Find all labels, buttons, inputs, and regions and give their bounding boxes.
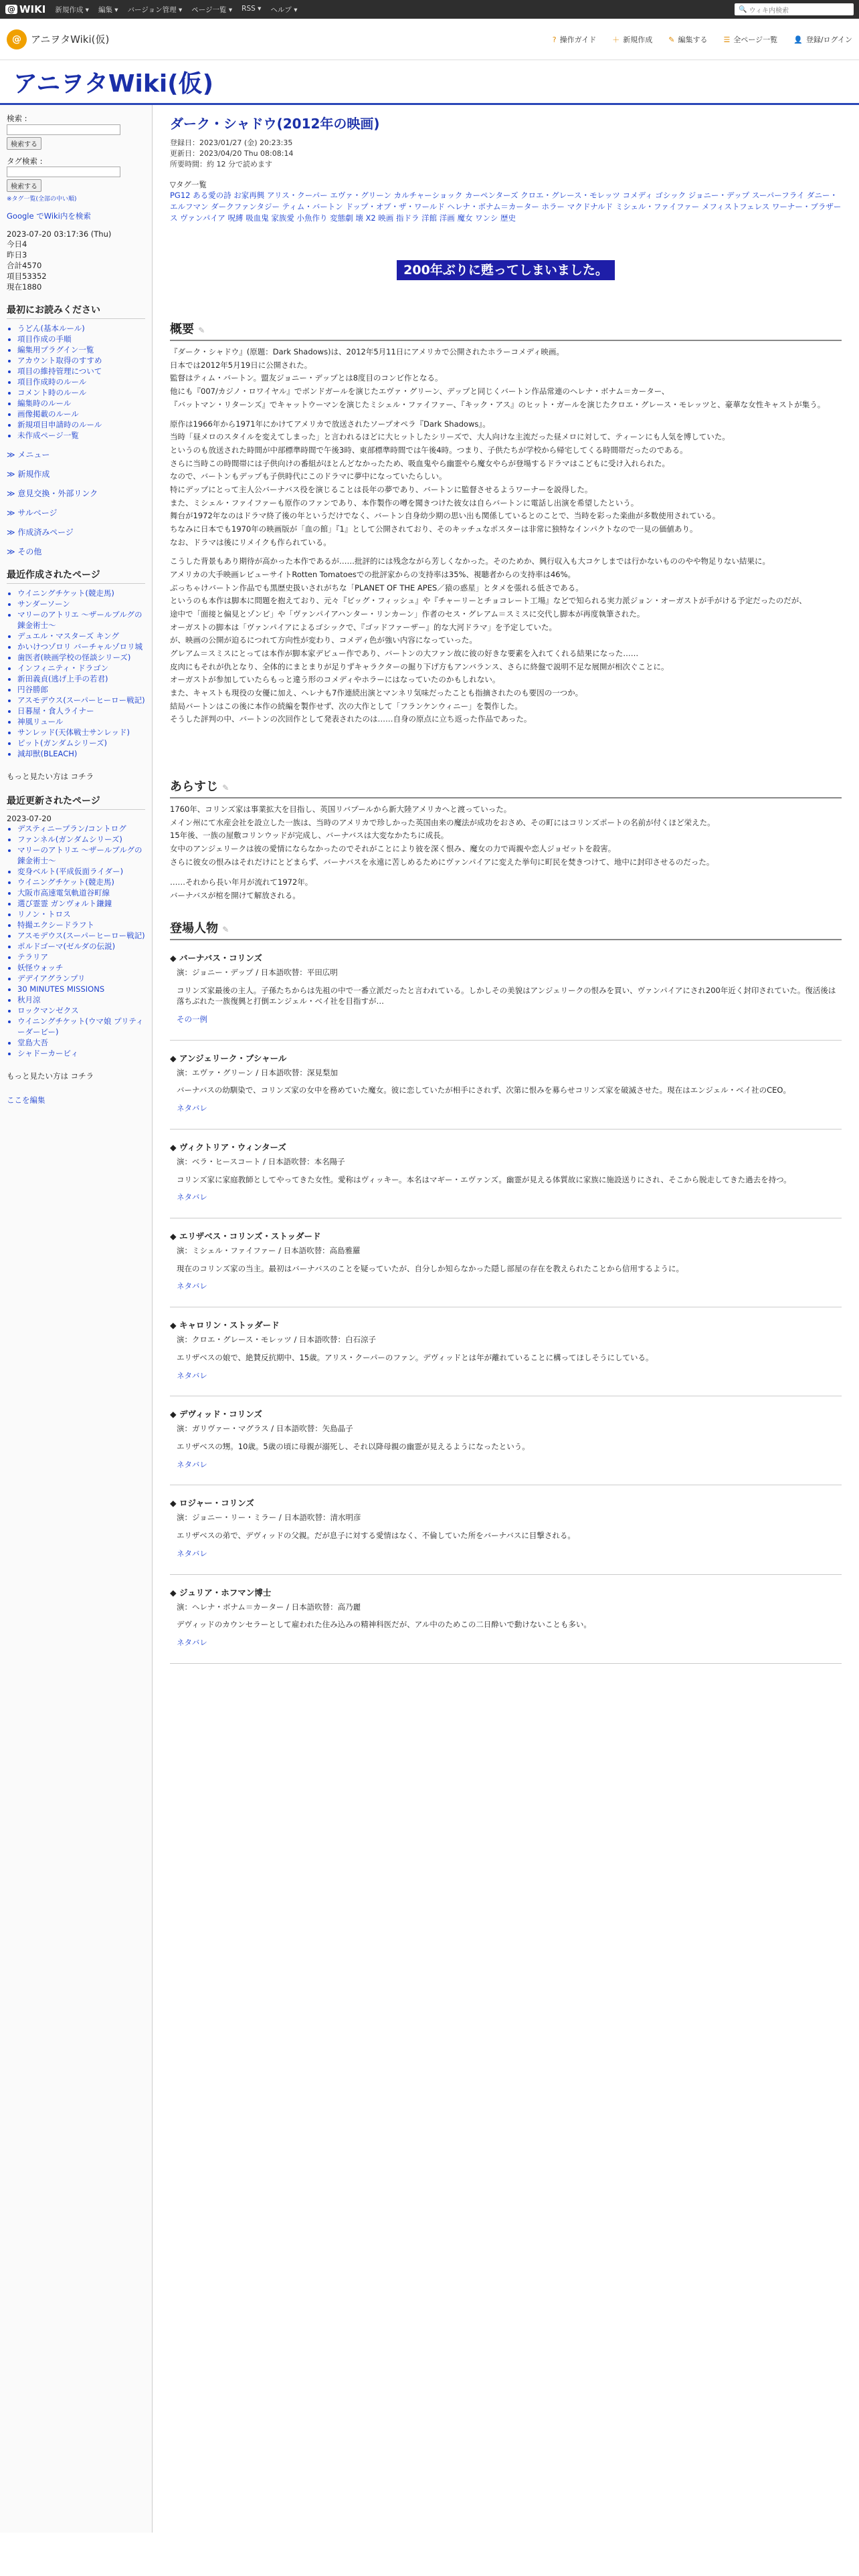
stat-line: 項目53352	[7, 272, 47, 281]
list-item[interactable]: • ファンネル(ガンダムシリーズ)	[17, 834, 145, 845]
overview-paragraph: ぶっちゃけバートン作品でも黒歴史扱いされがちな「PLANET OF THE APES／猿の惑星」とタメを張れる低さである。	[170, 582, 583, 593]
tool-label: 編集する	[678, 35, 708, 44]
overview-heading: 概要	[170, 322, 194, 337]
synopsis-paragraph: 女中のアンジェリークは彼の愛情にならなかったのでそれがことにより彼を深く恨み、魔女の力で両親や恋人ジョゼットを殺害。	[170, 844, 616, 854]
overview-paragraph: オーガストが参加していたらもっと違う形のコメディやホラーにはなっていたのかもしれない。	[170, 675, 500, 685]
tag-search-input[interactable]	[7, 167, 120, 177]
overview-paragraph: 『バットマン・リターンズ』でキャットウーマンを演じたミシェル・ファイファー、『キック・アス』のヒット・ガールを演じたクロエ・グレース・モレッツと、豪華な女性キャストが集う。	[170, 399, 826, 409]
recent-updated-list	[7, 823, 145, 1059]
character-entry	[170, 1587, 842, 1664]
synopsis-paragraph: 1760年、コリンズ家は事業拡大を目指し、英国リバプールから新大陸アメリカへと渡っていった。	[170, 804, 512, 815]
synopsis-paragraph: ……それから長い年月が流れて1972年。	[170, 877, 313, 887]
overview-paragraph: 当時「昼メロのスタイルを変えてしまった」と言われるほどに大ヒットしたシリーズで、大人向けな主流だった昼メロに対して、ティーンにも人気を博していた。	[170, 432, 730, 442]
tag-search-button[interactable]: 検索する	[7, 179, 41, 192]
list-item[interactable]: • サンダーソーン	[17, 599, 145, 609]
overview-paragraph: ちなみに日本でも1970年の映画版が「血の館」『1』として公開されており、そのキッチュなポスターは非常に独特なインパクトなので一見の価値あり。	[170, 524, 698, 534]
search-placeholder: ウィキ内検索	[749, 7, 789, 15]
character-cast: 演：ジョニー・デップ / 日本語吹替：平田広明	[177, 967, 338, 977]
spoiler-toggle[interactable]: ネタバレ	[177, 1192, 207, 1202]
list-item[interactable]: • ウイニングチケット(競走馬)	[17, 588, 145, 599]
tool-label: 新規作成	[623, 35, 653, 44]
banner-text: 200年ぶりに甦ってしまいました。	[397, 260, 615, 280]
overview-paragraph: 皮肉にもそれが仇となり、全体的にまとまりが足りずキャラクターの掘り下げ方もアンバランス、さらに終盤で説明不足な展開が相次ぐことに。	[170, 661, 669, 671]
overview-paragraph: 舞台が1972年なのはドラマ終了後の年というだけでなく、バートン自身幼少期の思い出も関係しているとのことで、当時を彩った楽曲が多数使用されている。	[170, 511, 721, 521]
list-item[interactable]: • ピット(ガンダムシリーズ)	[17, 738, 145, 748]
synopsis-paragraph: バーナバスが棺を開けて解放される。	[170, 891, 300, 901]
list-item[interactable]: • 神風リュール	[17, 716, 145, 727]
list-item[interactable]: • デデイアグランプリ	[17, 973, 145, 984]
wiki-logo-text: WIKI	[19, 3, 46, 15]
list-item[interactable]: • シャドーカービィ	[17, 1048, 145, 1059]
character-list	[170, 952, 842, 1664]
tag-list[interactable]: PG12 ある愛の詩 お家再興 アリス・クーパー エヴァ・グリーン カルチャーショック カーペンターズ クロエ・グレース・モレッツ コメディ ゴシック ジョニー・デップ スーパーフライ ダニー・エルフマン ダークファンタジー ティム・バートン ドップ・オブ・ザ・ワールド ヘレナ・ボナム＝カーター ホラー マクドナルド ミシェル・ファイファー メフィストフェレス ワーナー・ブラザース ヴァンパイア 呪縛 吸血鬼 家族愛 小魚作り 変態劇 壊 X2 映画 指ドラ 洋館 洋画 魔女 ワンシ 歴史	[170, 191, 842, 223]
list-item[interactable]: • 秋月涼	[17, 994, 145, 1005]
overview-paragraph: 監督はティム・バートン。盟友ジョニー・デップとは8度目のコンビ作となる。	[170, 373, 443, 383]
stat-line: 今日4	[7, 239, 27, 249]
character-cast: 演：ミシェル・ファイファー / 日本語吹替：高島雅羅	[177, 1246, 361, 1256]
sidebar-nav-item[interactable]: ≫ 新規作成	[7, 469, 50, 479]
header-tool-4[interactable]	[793, 34, 852, 45]
header-tool-1[interactable]	[612, 34, 652, 45]
recent-created-heading: 最近作成されたページ	[7, 568, 145, 584]
sidebar-nav-item[interactable]: ≫ 意見交換・外部リンク	[7, 489, 98, 498]
wiki-logo-icon: @	[5, 5, 17, 14]
banner-caption	[170, 261, 842, 280]
tool-icon: ?	[552, 35, 557, 44]
page-title: ダーク・シャドウ(2012年の映画)	[170, 116, 380, 132]
top-bar	[0, 0, 859, 19]
site-header	[0, 19, 859, 60]
character-description: コリンズ家最後の主人。子孫たちからは先祖の中で一番立派だったと言われている。しかしその美貌はアンジェリークの恨みを買い、ヴァンパイアにされ200年近く封印されていた。復活後は落ちぶれた一族復興と打倒エンジェル・ベイ社を目指すが…	[177, 985, 836, 1006]
list-item[interactable]: • 変身ベルト(平成仮面ライダー)	[17, 866, 145, 877]
synopsis-paragraph: 15年後、一族の屋敷コリンウッドが完成し、バーナバスは大変なかたちに成長。	[170, 831, 449, 841]
created-date: 登録日：2023/01/27 (金) 20:23:35	[170, 138, 293, 147]
read-time: 所要時間：約 12 分で読めます	[170, 159, 272, 169]
overview-paragraph: こうした背景もあり期待が高かった本作であるが……批評的には残念ながら芳しくなかった。そのためか、興行収入も大コケしまでは行かないもののやや物足りない結果に。	[170, 556, 770, 566]
list-item[interactable]: • マリーのアトリエ ～ザールブルグの錬金術士～	[17, 609, 145, 631]
list-item[interactable]: • うどん(基本ルール)	[17, 323, 145, 334]
sidebar-nav-item[interactable]: ≫ メニュー	[7, 450, 50, 459]
first-read-heading: 最初にお読みください	[7, 303, 145, 319]
character-entry	[170, 1408, 842, 1485]
overview-body	[170, 346, 842, 725]
edit-section-icon[interactable]: ✎	[222, 782, 229, 792]
character-description: コリンズ家に家庭教師としてやってきた女性。愛称はヴィッキー。本名はマギー・エヴァンズ。幽霊が見える体質故に家族に施設送りにされ、そこから脱走してきた過去を持つ。	[177, 1174, 791, 1184]
sidebar	[0, 105, 153, 2533]
top-menu	[55, 5, 297, 15]
list-item[interactable]: • インフィニティ・ドラゴン	[17, 663, 145, 673]
site-title[interactable]: アニヲタWiki(仮)	[13, 70, 214, 98]
google-search-link[interactable]: Google でWiki内を検索	[7, 211, 91, 221]
list-item[interactable]: • ウイニングチケット(競走馬)	[17, 877, 145, 887]
header-tools	[553, 34, 852, 45]
spoiler-toggle[interactable]: ネタバレ	[177, 1637, 207, 1647]
character-name: ◆ キャロリン・ストッダード	[170, 1320, 280, 1331]
list-item[interactable]: • 項目作成時のルール	[17, 377, 145, 387]
list-item[interactable]: • 新規項目申請時のルール	[17, 419, 145, 430]
synopsis-paragraph: さらに彼女の恨みはそれだけにとどまらず、バーナバスを永遠に苦しめるためにヴァンパイアに変えた挙句に町民を焚きつけて、地中に封印させるのだった。	[170, 857, 714, 867]
stat-line: 昨日3	[7, 250, 27, 259]
overview-section	[170, 321, 842, 725]
list-item[interactable]: • 未作成ページ一覧	[17, 430, 145, 441]
tool-icon: 👤	[793, 35, 803, 44]
wiki-search-input[interactable]	[735, 3, 854, 15]
header-tool-3[interactable]	[723, 34, 777, 45]
list-item[interactable]: • リノン・トロス	[17, 909, 145, 920]
site-logo[interactable]	[7, 29, 109, 49]
synopsis-body	[170, 804, 842, 901]
top-menu-item[interactable]: 新規作成 ▾	[55, 5, 89, 14]
overview-paragraph: 結局バートンはこの後に本作の続編を製作せず、次の大作として「フランケンウィニー」を製作した。	[170, 701, 522, 711]
top-menu-item[interactable]: 編集 ▾	[98, 5, 118, 14]
overview-paragraph: 日本では2012年5月19日に公開された。	[170, 360, 312, 370]
list-item[interactable]: • ウイニングチケット(ウマ娘 プリティーダービー)	[17, 1016, 145, 1037]
character-entry	[170, 1497, 842, 1574]
sidebar-nav-item[interactable]: ≫ 作成済みページ	[7, 528, 74, 537]
first-read-list	[7, 323, 145, 441]
spoiler-toggle[interactable]: ネタバレ	[177, 1103, 207, 1113]
recent-updated-heading: 最近更新されたページ	[7, 794, 145, 810]
character-description: エリザベスの娘で、絶賛反抗期中、15歳。アリス・クーパーのファン。デヴィッドとは年が離れていることに構ってほしそうにしている。	[177, 1352, 654, 1362]
spoiler-toggle[interactable]: ネタバレ	[177, 1459, 207, 1469]
character-name: ◆ ジュリア・ホフマン博士	[170, 1587, 272, 1598]
sidebar-nav-item[interactable]: ≫ サルベージ	[7, 508, 58, 518]
list-item[interactable]: • コメント時のルール	[17, 387, 145, 398]
overview-paragraph: というのも放送された時間が中部標準時間で午後3時、東部標準時間では午後4時。つまり、子供たちが学校から帰宅してくる時間帯だったのである。	[170, 445, 688, 455]
overview-paragraph: オーガストの脚本は「ヴァンパイアによるゴシックで、『ゴッドファーザー』的な大河ドラマ」を予定していた。	[170, 622, 557, 632]
character-description: 現在のコリンズ家の当主。最初はバーナバスのことを疑っていたが、自分しか知らなかった隠し部屋の存在を教えられたことから信用するように。	[177, 1263, 684, 1273]
list-item[interactable]: • サンレッド(天体戦士サンレッド)	[17, 727, 145, 738]
character-entry	[170, 1230, 842, 1307]
list-item[interactable]: • 項目作成の手順	[17, 334, 145, 344]
top-menu-item[interactable]: RSS ▾	[242, 4, 262, 13]
tag-list-label: ▽タグ一覧	[170, 179, 207, 189]
spoiler-toggle[interactable]: ネタバレ	[177, 1370, 207, 1380]
synopsis-paragraph: メイン州にて水産会社を設立した一族は、当時のアメリカで珍しかった英国由来の魔法が成功をおさめ、その町にはコリンズポートの名前が付くほど栄えた。	[170, 817, 715, 827]
character-cast: 演：ガリヴァー・マグラス / 日本語吹替：矢島晶子	[177, 1424, 353, 1434]
site-name: アニヲタWiki(仮)	[31, 33, 110, 45]
list-item[interactable]: • 日暮屋・食人ライナー	[17, 706, 145, 716]
list-item[interactable]: • アカウント取得のすすめ	[17, 355, 145, 366]
character-cast: 演：ヘレナ・ボナム＝カーター / 日本語吹替：高乃麗	[177, 1602, 361, 1612]
sidebar-nav-item[interactable]: ≫ その他	[7, 547, 42, 556]
overview-paragraph: 特にデップにとって主人公バーナバス役を演じることは長年の夢であり、バートンに監督させるようワーナーを説得した。	[170, 484, 593, 494]
cast-section	[170, 920, 842, 1664]
updated-date: 更新日：2023/04/20 Thu 08:08:14	[170, 148, 294, 158]
header-tool-0[interactable]	[553, 34, 597, 45]
list-item[interactable]: • 選び霊霊 ガンヴォルト鎌鐘	[17, 898, 145, 909]
site-logo-icon: @	[7, 29, 27, 49]
recent-created-list	[7, 588, 145, 759]
main-content	[153, 105, 859, 2533]
character-cast: 演：エヴァ・グリーン / 日本語吹替：深見梨加	[177, 1067, 338, 1077]
edit-section-icon[interactable]: ✎	[222, 924, 229, 934]
overview-paragraph: 『ダーク・シャドウ』(原題：Dark Shadows)は、2012年5月11日にアメリカで公開されたホラーコメディ映画。	[170, 347, 565, 357]
list-item[interactable]: • 堂島大吾	[17, 1037, 145, 1048]
search-label: 検索 :	[7, 114, 27, 123]
overview-paragraph: アメリカの大手映画レビューサイトRotten Tomatoesでの批評家からの支持率は35%、視聴者からの支持率は46%。	[170, 569, 576, 579]
overview-paragraph: グレアム＝スミスにとっては本作が脚本家デビュー作であり、バートンの大ファン故に彼の好きな要素を入れてくれる結果になった……	[170, 648, 639, 658]
overview-paragraph: が、映画の公開が迫るにつれて方向性が変わり、コメディ色が強い内容になっていった。	[170, 635, 477, 645]
tool-label: 全ページ一覧	[733, 35, 778, 44]
overview-paragraph: というのも本作は脚本に問題を抱えており、元々『ビッグ・フィッシュ』や『チャーリーとチョコレート工場』などで知られる実力派ジョン・オーガストが手がける予定だったのだが、	[170, 596, 807, 606]
cast-heading: 登場人物	[170, 921, 218, 936]
edit-section-icon[interactable]: ✎	[198, 326, 205, 336]
overview-paragraph: そうした評判の中、バートンの次回作として発表されたのは……自身の原点に立ち返った作品であった。	[170, 714, 532, 724]
more-link-updated[interactable]: もっと見たい方は コチラ	[7, 1071, 94, 1081]
overview-paragraph: 途中で「面接と偏見とゾンビ」や「ヴァンパイアハンター・リンカーン」作者のセス・グレアム＝スミスに交代し脚本が再度執筆された。	[170, 609, 645, 619]
sidebar-search-button[interactable]: 検索する	[7, 137, 41, 150]
list-item[interactable]: • 編集用プラグイン一覧	[17, 344, 145, 355]
more-link-created[interactable]: もっと見たい方は コチラ	[7, 772, 94, 781]
character-description: エリザベスの弟で、デヴィッドの父親。だが息子に対する愛情はなく、不倫していた所をバーナバスに目撃される。	[177, 1531, 575, 1541]
overview-paragraph: なので、バートンもデップも子供時代にこのドラマに夢中になっていたらしい。	[170, 471, 447, 481]
list-item[interactable]: • 新田義貞(逃げ上手の若君)	[17, 673, 145, 684]
character-entry	[170, 1053, 842, 1130]
tool-label: 操作ガイド	[559, 35, 597, 44]
list-item[interactable]: • 円谷勝郎	[17, 684, 145, 695]
list-item[interactable]: • デュエル・マスターズ キング	[17, 631, 145, 641]
synopsis-heading: あらすじ	[170, 779, 218, 794]
list-item[interactable]: • マリーのアトリエ ～ザールブルグの錬金術士～	[17, 845, 145, 866]
search-icon: 🔍	[739, 5, 749, 13]
list-item[interactable]: • 編集時のルール	[17, 398, 145, 409]
character-description: デヴィッドのカウンセラーとして雇われた住み込みの精神科医だが、アル中のためこの二日酔いで動けないことも多い。	[177, 1620, 591, 1630]
tag-search-label: タグ検索 :	[7, 156, 43, 166]
list-item[interactable]: • 30 MINUTES MISSIONS	[17, 984, 145, 994]
spoiler-toggle[interactable]: ネタバレ	[177, 1548, 207, 1558]
overview-paragraph: また、ミシェル・ファイファーも原作のファンであり、本作製作の噂を聞きつけた彼女は自らバートンに電話し出演を希望したという。	[170, 498, 639, 508]
character-entry	[170, 1142, 842, 1218]
tool-label: 登録/ログイン	[805, 35, 852, 44]
list-item[interactable]: • ポルドゴーマ(ゼルダの伝説)	[17, 941, 145, 952]
character-cast: 演：ジョニー・リー・ミラー / 日本語吹替：清水明彦	[177, 1513, 361, 1523]
top-menu-item[interactable]: ヘルプ ▾	[270, 5, 298, 14]
character-name: ◆ デヴィッド・コリンズ	[170, 1409, 262, 1420]
stat-line: 現在1880	[7, 282, 42, 292]
overview-paragraph: さらに当時この時間帯には子供向けの番組がほとんどなかったため、吸血鬼やら幽霊やら魔女やらが登場するドラマはこどもに受け入れられた。	[170, 458, 670, 468]
list-item[interactable]: • 妖怪ウォッチ	[17, 962, 145, 973]
list-item[interactable]: • かいけつゾロリ バーチャルゾロリ城	[17, 641, 145, 652]
overview-paragraph: 他にも『007/カジノ・ロワイヤル』でボンドガールを演じたエヴァ・グリーン、デップと同じくバートン作品常連のヘレナ・ボナム＝カーター、	[170, 387, 670, 397]
list-item[interactable]: • 歯医者(映画学校の怪談シリーズ)	[17, 652, 145, 663]
datetime: 2023-07-20 03:17:36 (Thu)	[7, 229, 112, 239]
top-menu-item[interactable]: ページ一覧 ▾	[191, 5, 233, 14]
spoiler-toggle[interactable]: ネタバレ	[177, 1281, 207, 1291]
list-item[interactable]: • テラリア	[17, 952, 145, 962]
header-tool-2[interactable]	[668, 34, 707, 45]
character-description: バーナバスの幼馴染で、コリンズ家の女中を務めていた魔女。彼に恋していたが相手にされず、次第に恨みを募らせコリンズ家を破滅させた。現在はエンジェル・ベイ社のCEO。	[177, 1085, 791, 1095]
tool-icon: ✎	[668, 35, 675, 44]
list-item[interactable]: • 大阪市高速電気軌道谷町線	[17, 887, 145, 898]
wiki-logo[interactable]	[5, 3, 45, 15]
character-cast: 演：クロエ・グレース・モレッツ / 日本語吹替：白石涼子	[177, 1335, 376, 1345]
overview-paragraph: 原作は1966年から1971年にかけてアメリカで放送されたソープオペラ『Dark Shadows』。	[170, 419, 490, 429]
list-item[interactable]: • 画像掲載のルール	[17, 409, 145, 419]
tag-list-link[interactable]: ※タグ一覧(全部の中い順)	[7, 196, 77, 203]
top-menu-item[interactable]: バージョン管理 ▾	[127, 5, 183, 14]
tool-icon: ＋	[612, 35, 620, 44]
list-item[interactable]: • ロックマンゼクス	[17, 1005, 145, 1016]
overview-paragraph: なお、ドラマは後にリメイクも作られている。	[170, 537, 331, 547]
character-cast: 演：ベラ・ヒースコート / 日本語吹替：本名陽子	[177, 1156, 345, 1166]
character-name: ◆ バーナバス・コリンズ	[170, 952, 262, 963]
list-item[interactable]: • アスモデウス(スーパーヒーロー戦記)	[17, 695, 145, 706]
list-item[interactable]: • 特撮エクシードラフト	[17, 920, 145, 930]
edit-sidebar-link[interactable]: ここを編集	[7, 1095, 45, 1105]
synopsis-section	[170, 778, 842, 901]
character-name: ◆ エリザベス・コリンズ・ストッダード	[170, 1230, 321, 1241]
character-name: ◆ ヴィクトリア・ウィンターズ	[170, 1142, 286, 1152]
overview-paragraph: また、キャストも現役の女優に加え、ヘレナも7作連続出演とマンネリ気味だったことも指摘されたのも要因の一つか。	[170, 687, 583, 697]
tool-icon: ☰	[723, 35, 731, 44]
stat-line: 合計4570	[7, 261, 42, 270]
list-item[interactable]: • アスモデウス(スーパーヒーロー戦記)	[17, 930, 145, 941]
site-title-bar	[0, 60, 859, 105]
character-entry	[170, 952, 842, 1041]
spoiler-toggle[interactable]: その一例	[177, 1014, 207, 1024]
character-name: ◆ アンジェリーク・ブシャール	[170, 1053, 287, 1063]
character-name: ◆ ロジャー・コリンズ	[170, 1498, 254, 1509]
list-item[interactable]: • 項目の維持管理について	[17, 366, 145, 377]
character-description: エリザベスの甥。10歳。5歳の頃に母親が溺死し、それ以降母親の幽霊が見えるようになったという。	[177, 1442, 530, 1452]
sidebar-search-input[interactable]	[7, 124, 120, 135]
list-item[interactable]: • デスティニープラン/コントログ	[17, 823, 145, 834]
visitor-stats	[7, 239, 145, 292]
sidebar-nav	[7, 449, 145, 557]
recent-updated-date: 2023-07-20	[7, 814, 52, 823]
list-item[interactable]: • 減却獣(BLEACH)	[17, 748, 145, 759]
character-entry	[170, 1319, 842, 1396]
